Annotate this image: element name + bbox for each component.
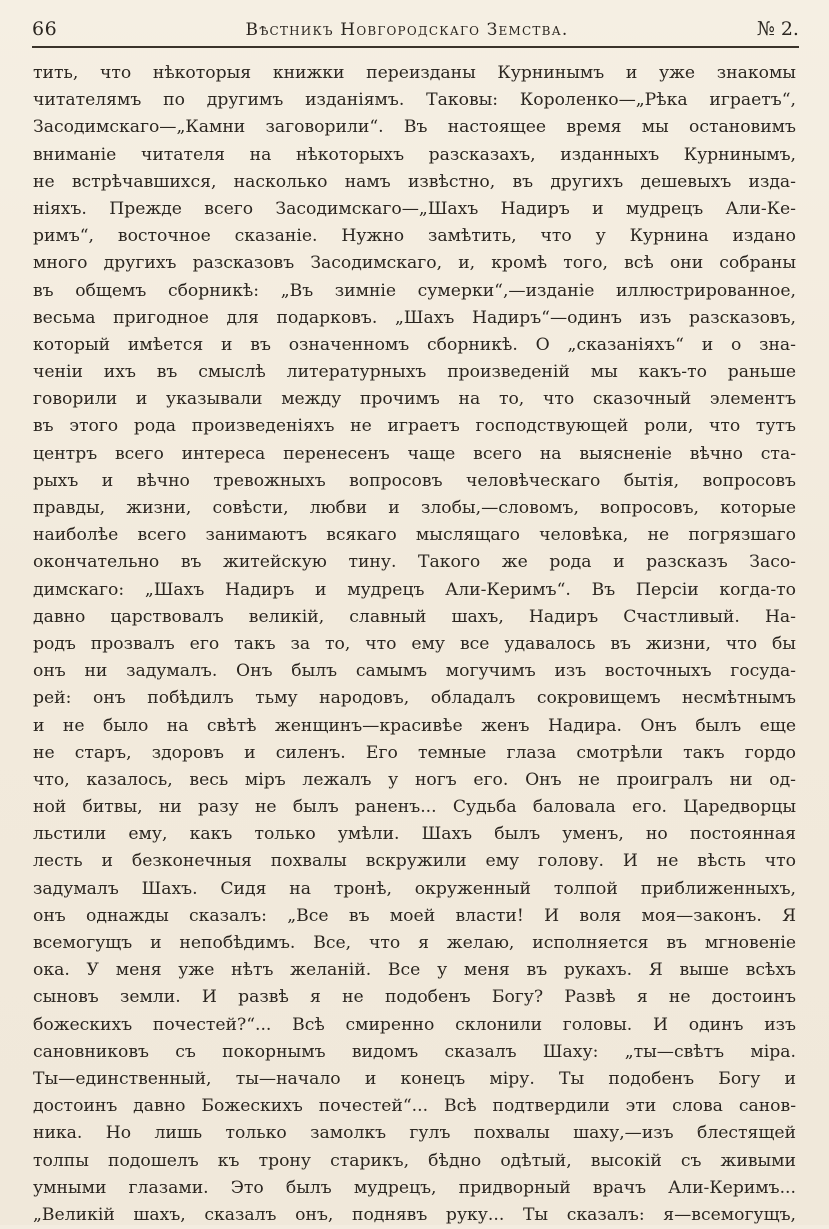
text-line: окончательно въ житейскую тину. Такого же рода и разсказъ Засо- <box>33 552 796 573</box>
text-line: онъ однажды сказалъ: „Все въ моей власти! И воля моя—законъ. Я <box>33 905 796 926</box>
text-line: наиболѣе всего занимаютъ всякаго мыслящаго человѣка, не погрязшаго <box>33 525 796 546</box>
text-line: читателямъ по другимъ изданіямъ. Таковы: Короленко—„Рѣка играетъ“, <box>33 90 796 111</box>
text-line: и не было на свѣтѣ женщинъ—красивѣе женъ Надира. Онъ былъ еще <box>33 715 796 736</box>
issue-number: № 2. <box>756 18 799 40</box>
text-line: который имѣется и въ означенномъ сборникѣ. О „сказаніяхъ“ и о зна- <box>33 334 796 355</box>
text-line: не старъ, здоровъ и силенъ. Его темные глаза смотрѣли такъ гордо <box>33 742 796 763</box>
text-line: весьма пригодное для подарковъ. „Шахъ Надиръ“—одинъ изъ разсказовъ, <box>33 307 796 328</box>
text-line: умными глазами. Это былъ мудрецъ, придворный врачъ Али-Керимъ... <box>33 1177 796 1198</box>
text-line: вниманіе читателя на нѣкоторыхъ разсказахъ, изданныхъ Курнинымъ, <box>33 144 796 165</box>
text-line: правды, жизни, совѣсти, любви и злобы,—словомъ, вопросовъ, которые <box>33 498 796 518</box>
text-line: рей: онъ побѣдилъ тьму народовъ, обладалъ сокровищемъ несмѣтнымъ <box>33 688 796 709</box>
text-line: достоинъ давно Божескихъ почестей“... Всѣ подтвердили эти слова санов- <box>33 1096 796 1117</box>
text-line: сановниковъ съ покорнымъ видомъ сказалъ Шаху: „ты—свѣтъ міра. <box>33 1041 796 1062</box>
text-line: ніяхъ. Прежде всего Засодимскаго—„Шахъ Надиръ и мудрецъ Али-Ке- <box>33 198 796 219</box>
text-line: центръ всего интереса перенесенъ чаще всего на выясненіе вѣчно ста- <box>33 443 796 464</box>
text-line: димскаго: „Шахъ Надиръ и мудрецъ Али-Керимъ“. Въ Персіи когда-то <box>33 579 796 600</box>
text-line: сыновъ земли. И развѣ я не подобенъ Богу? Развѣ я не достоинъ <box>33 987 796 1008</box>
text-line: онъ ни задумалъ. Онъ былъ самымъ могучимъ изъ восточныхъ госуда- <box>33 661 796 682</box>
text-line: ока. У меня уже нѣтъ желаній. Все у меня въ рукахъ. Я выше всѣхъ <box>33 960 796 981</box>
article-body <box>33 60 796 1229</box>
text-line: ника. Но лишь только замолкъ гулъ похвалы шаху,—изъ блестящей <box>33 1123 796 1144</box>
text-line: божескихъ почестей?“... Всѣ смиренно склонили головы. И одинъ изъ <box>33 1014 796 1035</box>
page-number: 66 <box>32 18 58 40</box>
text-line: толпы подошелъ къ трону старикъ, бѣдно одѣтый, высокій съ живыми <box>33 1150 796 1171</box>
text-line: много другихъ разсказовъ Засодимскаго, и, кромѣ того, всѣ они собраны <box>33 253 796 274</box>
text-line: тить, что нѣкоторыя книжки переизданы Курнинымъ и уже знакомы <box>33 63 796 83</box>
text-line: всемогущъ и непобѣдимъ. Все, что я желаю, исполняется въ мгновеніе <box>33 933 796 953</box>
text-line: ной битвы, ни разу не былъ раненъ... Судьба баловала его. Царедворцы <box>33 797 796 818</box>
text-line: льстили ему, какъ только умѣли. Шахъ былъ уменъ, но постоянная <box>33 824 796 845</box>
text-line: рыхъ и вѣчно тревожныхъ вопросовъ человѣческаго бытія, вопросовъ <box>33 470 796 491</box>
text-line: Ты—единственный, ты—начало и конецъ міру. Ты подобенъ Богу и <box>33 1068 796 1089</box>
text-line: лесть и безконечныя похвалы вскружили ему голову. И не вѣсть что <box>33 851 796 872</box>
text-line: не встрѣчавшихся, насколько намъ извѣстно, въ другихъ дешевыхъ изда- <box>33 171 796 192</box>
text-line: „Великій шахъ, сказалъ онъ, поднявъ руку... Ты сказалъ: я—всемогущъ, <box>33 1204 796 1225</box>
text-line: въ общемъ сборникѣ: „Въ зимніе сумерки“,—изданіе иллюстрированное, <box>33 280 796 301</box>
text-line: ченіи ихъ въ смыслѣ литературныхъ произведеній мы какъ-то раньше <box>33 362 796 383</box>
text-line: давно царствовалъ великій, славный шахъ, Надиръ Счастливый. На- <box>33 606 796 627</box>
text-line: что, казалось, весь міръ лежалъ у ногъ его. Онъ не проигралъ ни од- <box>33 769 796 790</box>
text-line: родъ прозвалъ его такъ за то, что ему все удавалось въ жизни, что бы <box>33 633 796 654</box>
text-line: Засодимскаго—„Камни заговорили“. Въ настоящее время мы остановимъ <box>33 117 796 138</box>
text-line: римъ“, восточное сказаніе. Нужно замѣтить, что у Курнина издано <box>33 226 796 247</box>
text-line: въ этого рода произведеніяхъ не играетъ господствующей роли, что тутъ <box>33 416 796 437</box>
text-line: говорили и указывали между прочимъ на то, что сказочный элементъ <box>33 389 796 410</box>
running-title: Вѣстникъ Новгородскаго Земства. <box>245 20 569 40</box>
text-line: задумалъ Шахъ. Сидя на тронѣ, окруженный толпой приближенныхъ, <box>33 878 796 899</box>
page-header <box>32 18 799 48</box>
